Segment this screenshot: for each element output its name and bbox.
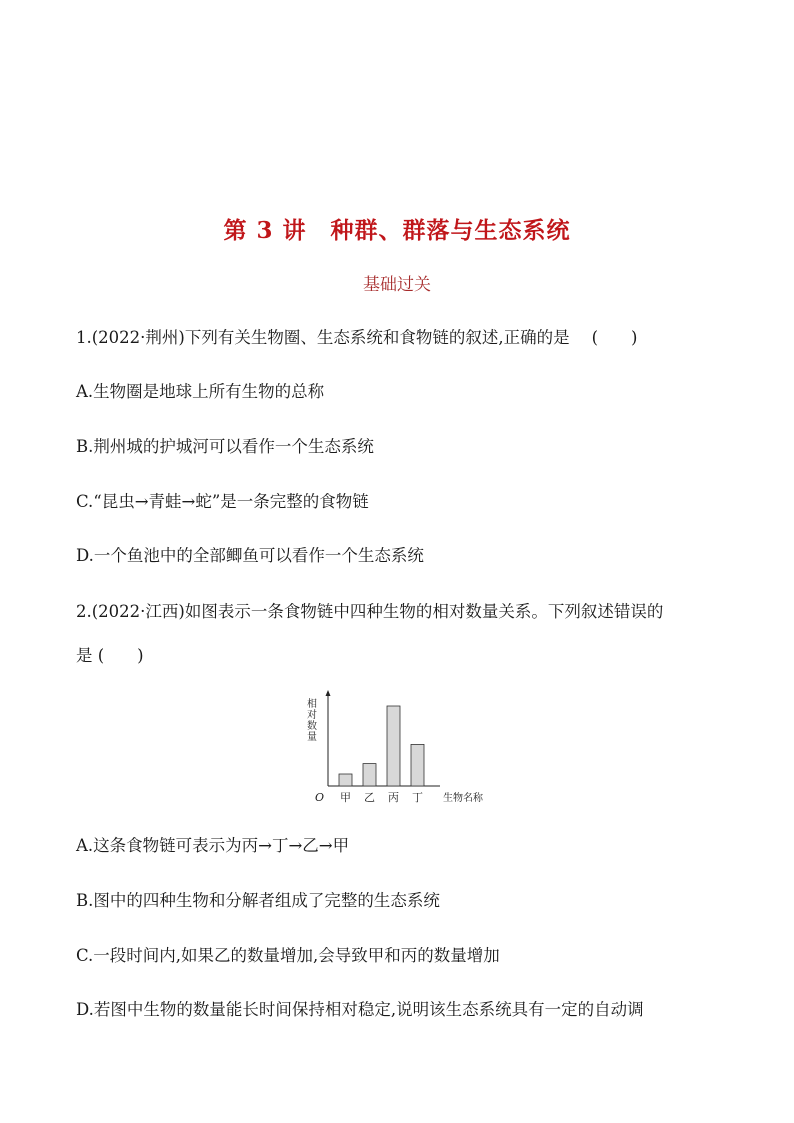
answer-bracket: ( ) — [591, 328, 638, 347]
question-2-option-c: C.一段时间内,如果乙的数量增加,会导致甲和丙的数量增加 — [76, 946, 500, 965]
x-axis-label: 生物名称 — [443, 793, 483, 804]
y-axis-arrow — [326, 690, 331, 696]
bar-丁 — [411, 744, 424, 786]
x-tick-label-甲: 甲 — [340, 791, 351, 804]
origin-label: O — [315, 791, 325, 804]
question-1-option-b: B.荆州城的护城河可以看作一个生态系统 — [76, 437, 374, 456]
question-1-option-c: C.“昆虫→青蛙→蛇”是一条完整的食物链 — [76, 492, 369, 511]
question-1-stem — [76, 328, 637, 348]
bar-chart — [300, 686, 500, 810]
page-title: 第 3 讲 种群、群落与生态系统 — [223, 217, 571, 244]
y-axis-label: 相对数量 — [304, 698, 316, 742]
x-tick-label-丙: 丙 — [388, 791, 399, 804]
section-title: 基础过关 — [363, 275, 431, 295]
question-2-option-a: A.这条食物链可表示为丙→丁→乙→甲 — [76, 836, 350, 855]
question-1-option-d: D.一个鱼池中的全部鲫鱼可以看作一个生态系统 — [76, 546, 424, 565]
bar-乙 — [363, 764, 376, 786]
bar-丙 — [387, 706, 400, 786]
x-tick-label-丁: 丁 — [412, 791, 423, 804]
question-1-option-a: A.生物圈是地球上所有生物的总称 — [76, 382, 325, 401]
question-2-stem-line1: 2.(2022·江西)如图表示一条食物链中四种生物的相对数量关系。下列叙述错误的 — [76, 602, 664, 621]
question-2-stem-line2: 是 ( ) — [76, 646, 144, 665]
question-2-option-b: B.图中的四种生物和分解者组成了完整的生态系统 — [76, 891, 440, 910]
bar-甲 — [339, 774, 352, 786]
question-1-text: 1.(2022·荆州)下列有关生物圈、生态系统和食物链的叙述,正确的是 — [76, 328, 570, 347]
question-2-option-d: D.若图中生物的数量能长时间保持相对稳定,说明该生态系统具有一定的自动调 — [76, 1000, 644, 1019]
x-tick-label-乙: 乙 — [364, 791, 375, 804]
